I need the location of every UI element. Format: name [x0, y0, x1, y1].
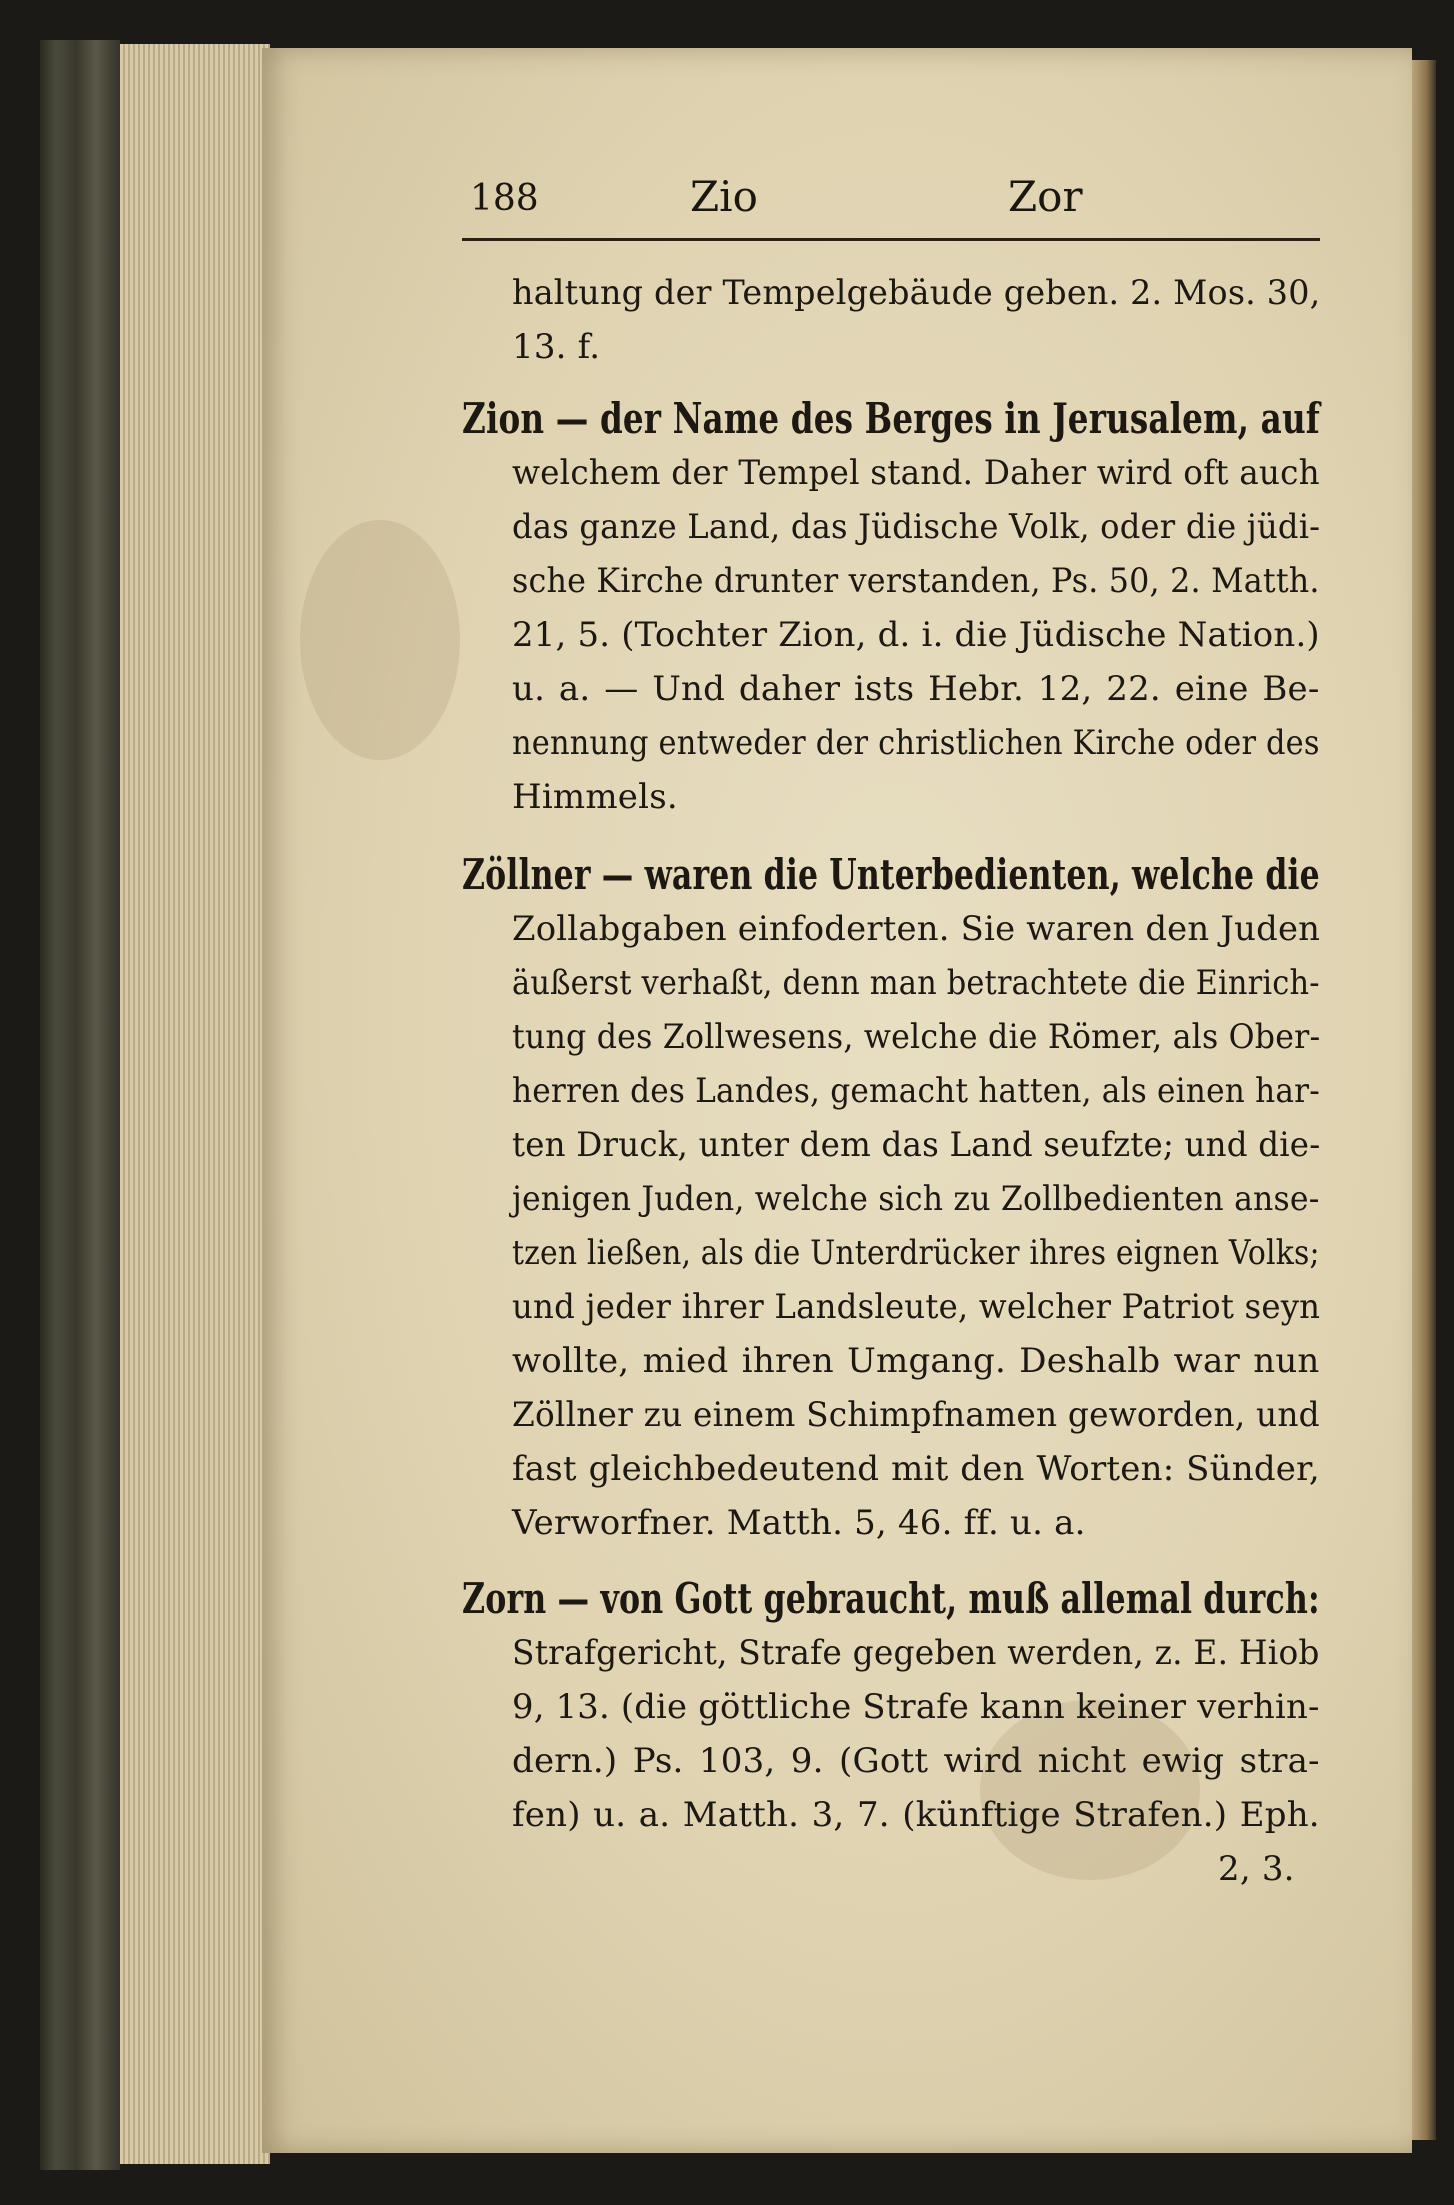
entry-line-zoellner: Zöllner — waren die Unterbedienten, welche die: [462, 850, 1320, 899]
text-line: äußerst verhaßt, denn man betrachtete die Einrich-: [512, 963, 1320, 1003]
text-line: jenigen Juden, welche sich zu Zollbedienten anse-: [512, 1179, 1320, 1219]
text-line: das ganze Land, das Jüdische Volk, oder die jüdi-: [512, 507, 1321, 547]
text-line: wollte, mied ihren Umgang. Deshalb war nun: [512, 1341, 1320, 1381]
text-line: fen) u. a. Matth. 3, 7. (künftige Strafen.) Eph.: [512, 1795, 1320, 1835]
text-line: dern.) Ps. 103, 9. (Gott wird nicht ewig stra-: [512, 1741, 1320, 1781]
text-line: herren des Landes, gemacht hatten, als einen har-: [512, 1071, 1320, 1111]
text-line: u. a. — Und daher ists Hebr. 12, 22. eine Be-: [512, 669, 1320, 709]
text-line: ten Druck, unter dem das Land seufzte; und die-: [512, 1125, 1321, 1165]
entry-line-zion: Zion — der Name des Berges in Jerusalem, auf: [462, 394, 1320, 443]
text-line: tung des Zollwesens, welche die Römer, als Ober-: [512, 1017, 1321, 1057]
text-line: sche Kirche drunter verstanden, Ps. 50, 2. Matth.: [512, 561, 1320, 601]
text-line: 9, 13. (die göttliche Strafe kann keiner verhin-: [512, 1687, 1320, 1727]
header-rule: [462, 238, 1320, 241]
header-right-word: Zor: [1008, 172, 1083, 221]
text-line: tzen ließen, als die Unterdrücker ihres eignen Volks;: [512, 1233, 1320, 1273]
text-line: haltung der Tempelgebäude geben. 2. Mos. 30,: [512, 273, 1321, 313]
page-number: 188: [470, 178, 539, 219]
right-page-edge: [1412, 60, 1436, 2140]
text-line: welchem der Tempel stand. Daher wird oft auch: [512, 453, 1320, 493]
text-line: Zollabgaben einfoderten. Sie waren den Juden: [512, 909, 1321, 949]
page-edges: [120, 44, 270, 2164]
text-line: Himmels.: [512, 777, 678, 817]
text-line: 21, 5. (Tochter Zion, d. i. die Jüdische Nation.): [512, 615, 1320, 655]
text-line: nennung entweder der christlichen Kirche oder des: [512, 723, 1320, 763]
text-line: und jeder ihrer Landsleute, welcher Patriot seyn: [512, 1287, 1321, 1327]
header-left-word: Zio: [690, 172, 758, 221]
book-spine: [40, 40, 120, 2170]
entry-line-zorn: Zorn — von Gott gebraucht, muß allemal durch:: [462, 1574, 1320, 1623]
text-line: 13. f.: [512, 327, 601, 367]
text-line: Strafgericht, Strafe gegeben werden, z. E. Hiob: [512, 1633, 1320, 1673]
text-line: Zöllner zu einem Schimpfnamen geworden, und: [512, 1395, 1320, 1435]
text-line: fast gleichbedeutend mit den Worten: Sünder,: [512, 1449, 1320, 1489]
text-line: 2, 3.: [1218, 1849, 1295, 1889]
paper-stain: [300, 520, 460, 760]
text-line: Verworfner. Matth. 5, 46. ff. u. a.: [512, 1503, 1086, 1543]
